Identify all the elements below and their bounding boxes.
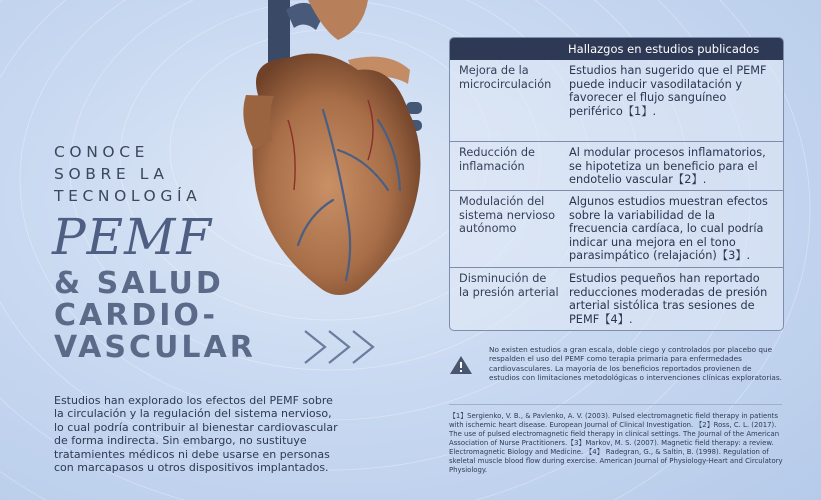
references-text: 【1】Sergienko, V. B., & Pavlenko, A. V. (2003). Pulsed electromagnetic field therapy in patients with ischemic heart disease. European Journal of Clinical Investigation. 【2】Ross, C. L. (2017). The use of pulsed electromagnetic field therapy in clinical settings. The Journal of the American Association of Nurse Practitioners.【3】Markov, M. S. (2007). Magnetic field therapy: a review. Electromagnetic Biology and Medicine. 【4】 Radegran, G., & Saltin, B. (1998). Regulation of skeletal muscle blood flow during exercise. American Journal of Physiology-Heart and Circulatory Physiology. [449, 412, 783, 474]
row-finding: Al modular procesos inflamatorios, se hipotetiza un beneficio para el endotelio vascular【2】. [569, 146, 766, 186]
kicker-line-3: TECNOLOGÍA [54, 187, 202, 205]
chevron-right-arrows-icon [303, 327, 383, 367]
table-row [450, 141, 783, 190]
page-subtitle [54, 268, 256, 364]
table-row [450, 190, 783, 267]
kicker-line-2: SOBRE LA [54, 165, 169, 183]
intro-paragraph: Estudios han explorado los efectos del PEMF sobre la circulación y la regulación del sistema nervioso, lo cual podría contribuir al bienestar cardiovascular de forma indirecta. Sin embargo, no sustituye tratamientes médicos ni debe usarse en personas con marcapasos u otros dispositivos implantados. [54, 394, 338, 475]
divider [449, 404, 782, 405]
kicker-line-1: CONOCE [54, 143, 150, 161]
page-title: PEMF [52, 208, 213, 266]
table-row [450, 60, 783, 141]
findings-table [449, 37, 784, 331]
warning-triangle-icon [449, 355, 473, 375]
table-header: Hallazgos en estudios publicados [450, 38, 783, 60]
row-topic: Reducción de inflamación [459, 146, 535, 173]
row-finding: Estudios han sugerido que el PEMF puede inducir vasodilatación y favorecer el flujo sanguíneo periférico【1】. [569, 64, 767, 118]
row-finding: Estudios pequeños han reportado reducciones moderadas de presión arterial sistólica tras sesiones de PEMF【4】. [569, 272, 768, 326]
subtitle-line-3: VASCULAR [54, 330, 256, 365]
row-topic: Mejora de la microcirculación [459, 64, 552, 91]
kicker-text [54, 141, 274, 207]
row-finding: Algunos estudios muestran efectos sobre la variabilidad de la frecuencia cardíaca, lo cual podría indicar una mejora en el tono parasimpático (relajación)【3】. [569, 195, 768, 262]
row-topic: Modulación del sistema nervioso autónomo [459, 195, 556, 235]
subtitle-line-2: CARDIO- [54, 298, 218, 333]
subtitle-line-1: & SALUD [54, 266, 224, 301]
table-row [450, 267, 783, 330]
disclaimer-text: No existen estudios a gran escala, doble ciego y controlados por placebo que respalden el uso del PEMF como terapia primaria para enfermedades cardiovasculares. La mayoría de los beneficios reportados provienen de estudios con limitaciones metodológicas o intervenciones clínicas exploratorias. [489, 345, 782, 383]
row-topic: Disminución de la presión arterial [459, 272, 559, 299]
